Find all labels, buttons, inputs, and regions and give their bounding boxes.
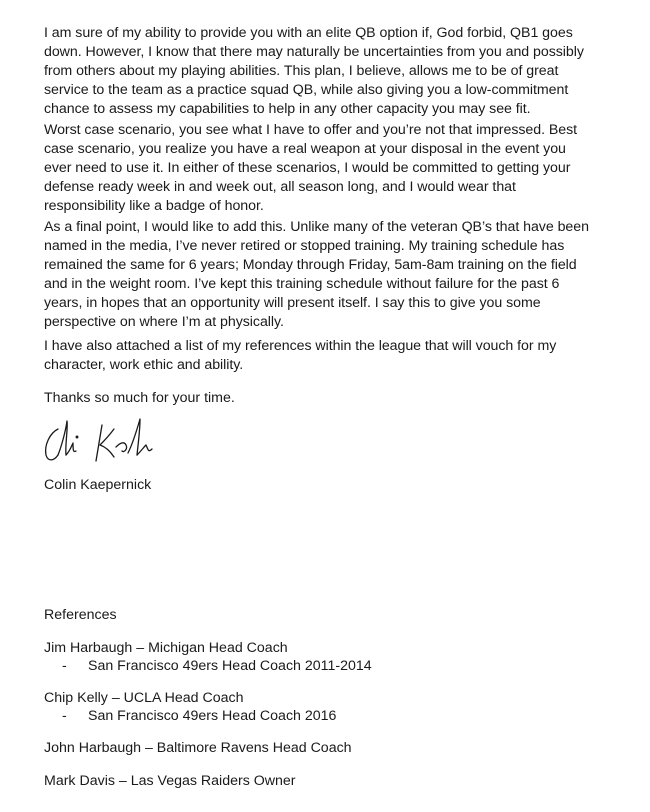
letter-closing: Thanks so much for your time.: [44, 390, 235, 406]
paragraph-line: down. However, I know that there may naturally be uncertainties from you and possibly: [44, 44, 584, 60]
references-heading: References: [44, 607, 117, 623]
paragraph-line: remained the same for 6 years; Monday through Friday, 5am-8am training on the field: [44, 257, 577, 273]
paragraph-line: service to the team as a practice squad QB, while also giving you a low-commitment: [44, 82, 569, 98]
reference-sub-entry: [62, 657, 372, 676]
paragraph-line: character, work ethic and ability.: [44, 357, 244, 373]
list-dash: -: [62, 708, 67, 724]
paragraph-line: responsibility like a badge of honor.: [44, 198, 264, 214]
reference-entry: Chip Kelly – UCLA Head Coach: [44, 690, 244, 706]
paragraph-line: years, in hopes that an opportunity will present itself. I say this to give you some: [44, 295, 541, 311]
letter-paragraph-1: [44, 24, 624, 119]
paragraph-line: I am sure of my ability to provide you with an elite QB option if, God forbid, QB1 goes: [44, 25, 573, 41]
letter-paragraph-3: [44, 218, 624, 332]
paragraph-line: defense ready week in and week out, all season long, and I would wear that: [44, 179, 516, 195]
paragraph-line: perspective on where I’m at physically.: [44, 314, 284, 330]
paragraph-line: and in the weight room. I’ve kept this training schedule without failure for the past 6: [44, 276, 560, 292]
reference-entry: John Harbaugh – Baltimore Ravens Head Coach: [44, 740, 352, 756]
reference-sub-text: San Francisco 49ers Head Coach 2016: [88, 708, 337, 724]
letter-paragraph-2: [44, 121, 624, 216]
reference-entry: Jim Harbaugh – Michigan Head Coach: [44, 640, 288, 656]
paragraph-line: ever need to use it. In either of these scenarios, I would be committed to getting your: [44, 160, 571, 176]
list-dash: -: [62, 658, 67, 674]
paragraph-line: from others about my playing abilities. This plan, I believe, allows me to be of great: [44, 63, 559, 79]
paragraph-line: case scenario, you realize you have a real weapon at your disposal in the event you: [44, 141, 566, 157]
paragraph-line: named in the media, I’ve never retired or stopped training. My training schedule has: [44, 238, 565, 254]
reference-sub-entry: [62, 707, 336, 726]
paragraph-line: chance to assess my capabilities to help in any other capacity you may see fit.: [44, 101, 531, 117]
letter-paragraph-4: [44, 337, 624, 375]
reference-entry: Mark Davis – Las Vegas Raiders Owner: [44, 773, 296, 789]
paragraph-line: As a final point, I would like to add this. Unlike many of the veteran QB’s that have been: [44, 219, 589, 235]
paragraph-line: Worst case scenario, you see what I have to offer and you’re not that impressed. Best: [44, 122, 578, 138]
paragraph-line: I have also attached a list of my references within the league that will vouch for my: [44, 338, 557, 354]
handwritten-signature: [40, 415, 190, 467]
reference-sub-text: San Francisco 49ers Head Coach 2011-2014: [88, 658, 372, 674]
signature-name: Colin Kaepernick: [44, 477, 152, 493]
